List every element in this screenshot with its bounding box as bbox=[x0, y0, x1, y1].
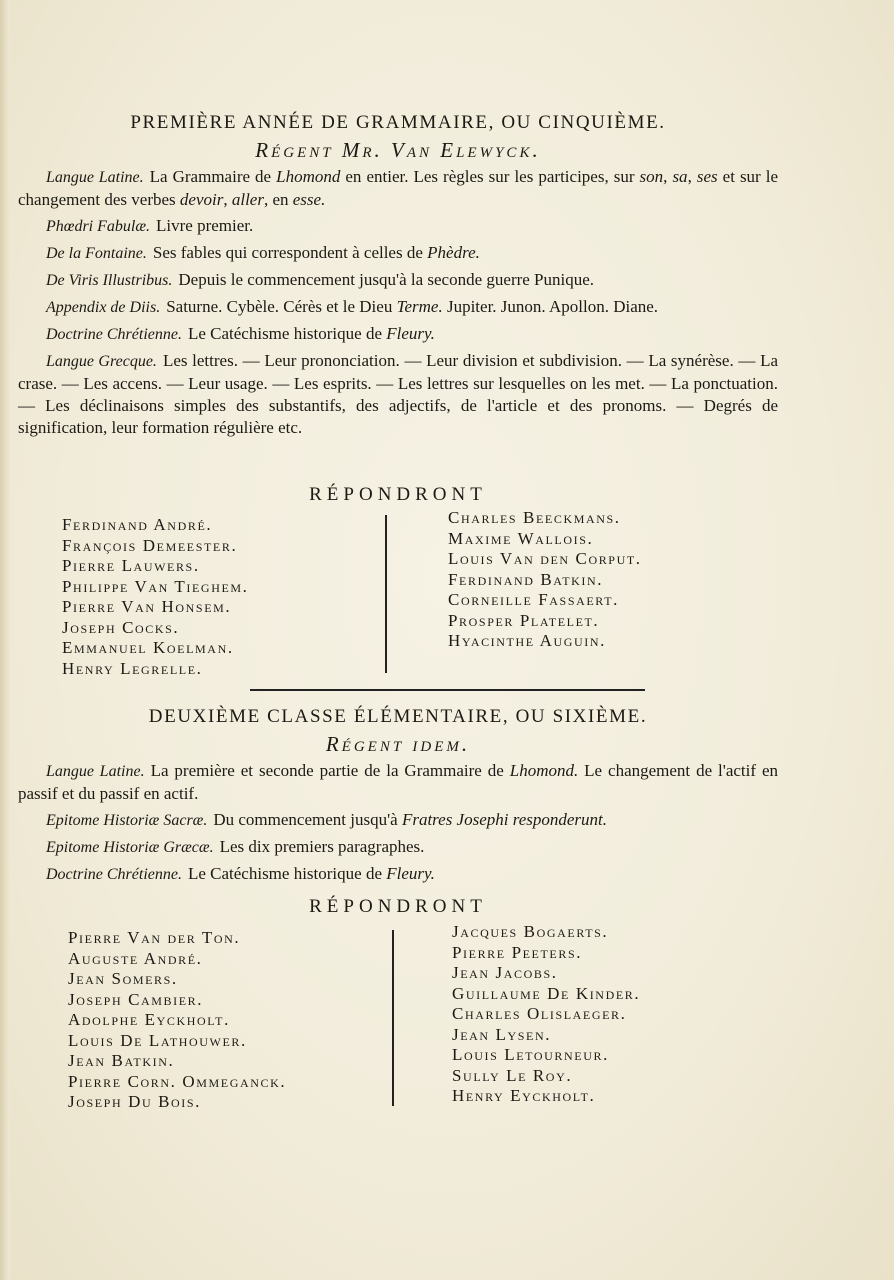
student-name: François Demeester. bbox=[62, 535, 238, 555]
student-name: Henry Legrelle. bbox=[62, 658, 203, 678]
paragraph-text: , bbox=[687, 167, 697, 186]
curriculum bbox=[18, 760, 778, 886]
italic-text: esse. bbox=[292, 190, 326, 209]
student-name: Louis Van den Corput. bbox=[448, 549, 642, 568]
italic-text: sa bbox=[672, 167, 688, 186]
italic-text: aller bbox=[231, 190, 264, 209]
curriculum-paragraph bbox=[18, 323, 778, 346]
italic-text: Fratres Josephi responderunt. bbox=[401, 810, 608, 829]
student-name: Charles Beeckmans. bbox=[448, 508, 621, 527]
regent-line: Régent Mr. Van Elewyck. bbox=[255, 138, 541, 162]
paragraph-text: Le Catéchisme historique de bbox=[187, 324, 387, 343]
section-premiere-annee bbox=[18, 110, 778, 443]
curriculum-paragraph bbox=[18, 836, 778, 859]
italic-text: Lhomond. bbox=[509, 761, 579, 780]
curriculum-paragraph bbox=[18, 809, 778, 832]
student-name: Pierre Lauwers. bbox=[62, 556, 200, 575]
italic-text: devoir bbox=[179, 190, 224, 209]
student-name: Hyacinthe Auguin. bbox=[448, 631, 606, 650]
student-name: Jean Batkin. bbox=[68, 1051, 175, 1070]
section-title: DEUXIÈME CLASSE ÉLÉMENTAIRE, OU SIXIÈME. bbox=[148, 706, 648, 727]
names-left-column bbox=[62, 515, 249, 679]
curriculum-paragraph bbox=[18, 215, 778, 238]
subject-label: Phœdri Fabulæ. bbox=[46, 218, 151, 235]
curriculum-paragraph bbox=[18, 166, 778, 211]
paragraph-text: Ses fables qui correspondent à celles de bbox=[152, 243, 428, 262]
paragraph-text: Livre premier. bbox=[156, 216, 254, 235]
italic-text: Fleury. bbox=[386, 864, 435, 883]
paragraph-text: La première et seconde partie de la Grammaire de bbox=[150, 761, 510, 780]
student-name: Auguste André. bbox=[68, 948, 203, 968]
names-right-column bbox=[452, 922, 640, 1107]
paragraph-text: , en bbox=[263, 190, 293, 209]
column-divider bbox=[392, 930, 394, 1106]
student-name: Sully Le Roy. bbox=[452, 1065, 573, 1085]
paragraph-text: , bbox=[223, 190, 232, 209]
student-name: Pierre Van Honsem. bbox=[62, 597, 232, 616]
paragraph-text: Les lettres. — Leur prononciation. — Leur division et subdivision. — La synérèse. — La crase. — Les accens. — Leur usage. — Les esprits. — Les lettres sur lesquelles on les met. — La ponctuation. — Les déclinaisons simples des substantifs, des adjectifs, de l'article et des pronoms. — Degrés de signification, leur formation régulière etc. bbox=[18, 351, 779, 437]
paragraph-text: Du commencement jusqu'à bbox=[213, 810, 402, 829]
student-name: Maxime Wallois. bbox=[448, 528, 594, 548]
subject-label: Langue Latine. bbox=[46, 169, 144, 186]
subject-label: Epitome Historiæ Sacræ. bbox=[46, 812, 208, 829]
section-divider-rule bbox=[250, 689, 645, 691]
subject-label: Doctrine Chrétienne. bbox=[46, 326, 182, 343]
student-name: Louis Letourneur. bbox=[452, 1045, 609, 1064]
italic-text: Lhomond bbox=[276, 167, 341, 186]
curriculum-paragraph bbox=[18, 242, 778, 265]
student-name: Prosper Platelet. bbox=[448, 610, 600, 630]
curriculum-paragraph bbox=[18, 269, 778, 292]
student-name: Jean Lysen. bbox=[452, 1024, 552, 1044]
paragraph-text: et sur le changement des verbes bbox=[18, 167, 779, 209]
curriculum bbox=[18, 166, 778, 439]
repondront-heading: RÉPONDRONT bbox=[309, 896, 487, 917]
student-name: Joseph Du Bois. bbox=[68, 1092, 201, 1111]
section-deuxieme-classe bbox=[18, 704, 778, 890]
column-divider bbox=[385, 515, 387, 673]
student-name: Philippe Van Tieghem. bbox=[62, 576, 249, 596]
curriculum-paragraph bbox=[18, 296, 778, 319]
student-name: Jean Somers. bbox=[68, 969, 178, 988]
student-name: Joseph Cambier. bbox=[68, 989, 204, 1009]
student-name: Pierre Van der Ton. bbox=[68, 928, 241, 947]
subject-label: Appendix de Diis. bbox=[46, 299, 161, 316]
italic-text: ses bbox=[696, 167, 718, 186]
student-name: Charles Olislaeger. bbox=[452, 1004, 627, 1023]
italic-text: son bbox=[639, 167, 664, 186]
italic-text: Terme. bbox=[396, 297, 443, 316]
paragraph-text: , bbox=[663, 167, 673, 186]
paragraph-text: La Grammaire de bbox=[149, 167, 277, 186]
student-name: Ferdinand André. bbox=[62, 515, 213, 534]
subject-label: De la Fontaine. bbox=[46, 245, 147, 262]
student-name: Guillaume De Kinder. bbox=[452, 983, 641, 1003]
paragraph-text: Les dix premiers paragraphes. bbox=[219, 837, 425, 856]
page-edge-left bbox=[0, 0, 10, 1280]
regent-line: Régent idem. bbox=[325, 732, 471, 756]
section-title: PREMIÈRE ANNÉE DE GRAMMAIRE, OU CINQUIÈME. bbox=[130, 112, 666, 133]
italic-text: Fleury. bbox=[386, 324, 435, 343]
subject-label: De Viris Illustribus. bbox=[46, 272, 173, 289]
paragraph-text: Saturne. Cybèle. Cérès et le Dieu bbox=[166, 297, 397, 316]
student-name: Jacques Bogaerts. bbox=[452, 922, 609, 941]
curriculum-paragraph bbox=[18, 863, 778, 886]
student-name: Henry Eyckholt. bbox=[452, 1086, 596, 1105]
student-name: Pierre Peeters. bbox=[452, 942, 583, 962]
names-right-column bbox=[448, 508, 642, 652]
student-name: Jean Jacobs. bbox=[452, 963, 558, 982]
subject-label: Doctrine Chrétienne. bbox=[46, 866, 182, 883]
subject-label: Langue Latine. bbox=[46, 763, 145, 780]
student-name: Adolphe Eyckholt. bbox=[68, 1010, 230, 1029]
student-name: Corneille Fassaert. bbox=[448, 590, 619, 609]
student-name: Joseph Cocks. bbox=[62, 617, 180, 637]
student-name: Pierre Corn. Ommeganck. bbox=[68, 1071, 287, 1091]
subject-label: Epitome Historiæ Græcæ. bbox=[46, 839, 214, 856]
paragraph-text: Le changement de l'actif en passif et du passif en actif. bbox=[18, 761, 779, 803]
italic-text: Phèdre. bbox=[427, 243, 480, 262]
repondront-heading: RÉPONDRONT bbox=[309, 484, 487, 505]
paragraph-text: Le Catéchisme historique de bbox=[187, 864, 387, 883]
paragraph-text: Jupiter. Junon. Apollon. Diane. bbox=[442, 297, 659, 316]
student-name: Emmanuel Koelman. bbox=[62, 638, 234, 657]
curriculum-paragraph bbox=[18, 760, 778, 805]
student-name: Ferdinand Batkin. bbox=[448, 569, 604, 589]
curriculum-paragraph bbox=[18, 350, 778, 439]
names-left-column bbox=[68, 928, 286, 1113]
paragraph-text: en entier. Les règles sur les participes, sur bbox=[340, 167, 640, 186]
student-name: Louis De Lathouwer. bbox=[68, 1030, 247, 1050]
paragraph-text: Depuis le commencement jusqu'à la seconde guerre Punique. bbox=[178, 270, 595, 289]
subject-label: Langue Grecque. bbox=[46, 353, 157, 370]
